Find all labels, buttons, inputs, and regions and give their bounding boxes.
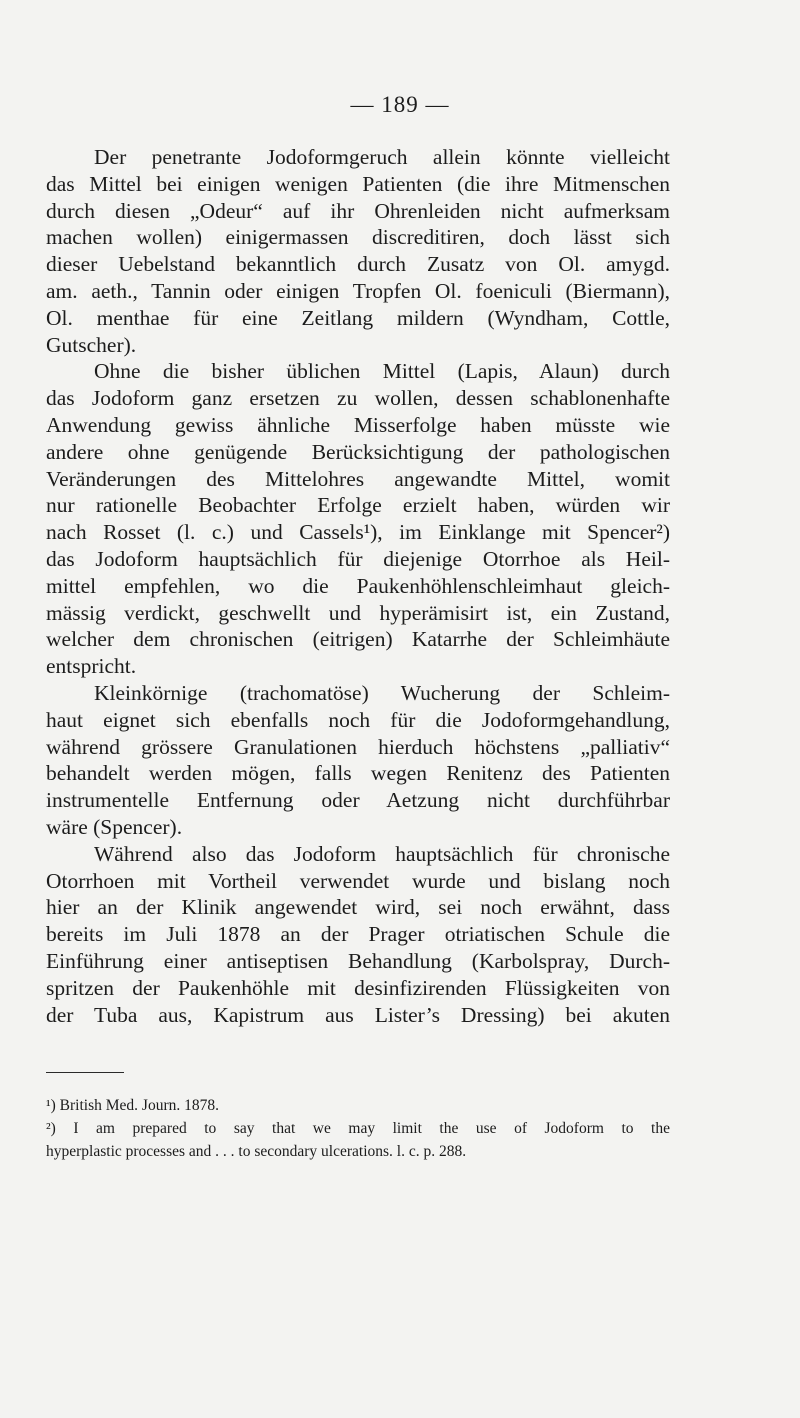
text-line: Kleinkörnige (trachomatöse) Wucherung der Schleim-: [94, 680, 670, 705]
text-line: bereits im Juli 1878 an der Prager otriatischen Schule die: [46, 922, 670, 947]
main-text: [46, 144, 670, 1028]
text-line: Otorrhoen mit Vortheil verwendet wurde und bislang noch: [46, 868, 670, 893]
text-line: haut eignet sich ebenfalls noch für die Jodoformgehandlung,: [46, 707, 670, 732]
text-line: Anwendung gewiss ähnliche Misserfolge haben müsste wie: [46, 412, 670, 437]
text-line: dieser Uebelstand bekanntlich durch Zusatz von Ol. amygd.: [46, 252, 670, 277]
text-line: nur rationelle Beobachter Erfolge erzielt haben, würden wir: [46, 493, 670, 518]
text-line: hier an der Klinik angewendet wird, sei noch erwähnt, dass: [46, 895, 670, 920]
footnote-line: ¹) British Med. Journ. 1878.: [46, 1097, 219, 1114]
footnotes: [46, 1094, 670, 1163]
text-line: das Mittel bei einigen wenigen Patienten (die ihre Mitmenschen: [46, 171, 670, 196]
text-line: Der penetrante Jodoformgeruch allein könnte vielleicht: [94, 145, 670, 169]
text-line: instrumentelle Entfernung oder Aetzung nicht durchführbar: [46, 788, 670, 813]
text-line: das Jodoform hauptsächlich für diejenige Otorrhoe als Heil-: [46, 546, 670, 571]
text-line: während grössere Granulationen hierduch höchstens „palliativ“: [46, 734, 670, 759]
text-line: behandelt werden mögen, falls wegen Renitenz des Patienten: [46, 761, 670, 786]
text-line: Einführung einer antiseptisen Behandlung (Karbolspray, Durch-: [46, 948, 670, 973]
footnote-line: hyperplastic processes and . . . to secondary ulcerations. l. c. p. 288.: [46, 1143, 467, 1160]
text-line: durch diesen „Odeur“ auf ihr Ohrenleiden nicht aufmerksam: [46, 198, 670, 223]
text-line: am. aeth., Tannin oder einigen Tropfen Ol. foeniculi (Biermann),: [46, 278, 670, 303]
page-number: — 189 —: [350, 92, 450, 117]
text-line: Ohne die bisher üblichen Mittel (Lapis, Alaun) durch: [94, 359, 670, 384]
text-line: entspricht.: [46, 654, 137, 679]
footnote-divider: [46, 1072, 124, 1073]
text-line: spritzen der Paukenhöhle mit desinfizirenden Flüssigkeiten von: [46, 975, 670, 1000]
text-line: das Jodoform ganz ersetzen zu wollen, dessen schablonenhafte: [46, 386, 670, 411]
text-line: nach Rosset (l. c.) und Cassels¹), im Einklange mit Spencer²): [46, 520, 670, 545]
text-line: der Tuba aus, Kapistrum aus Lister’s Dressing) bei akuten: [46, 1002, 670, 1027]
text-line: machen wollen) einigermassen discreditiren, doch lässt sich: [46, 225, 670, 250]
text-line: Während also das Jodoform hauptsächlich für chronische: [94, 841, 670, 866]
text-line: Ol. menthae für eine Zeitlang mildern (Wyndham, Cottle,: [46, 305, 670, 330]
text-line: Gutscher).: [46, 332, 137, 357]
text-line: mittel empfehlen, wo die Paukenhöhlenschleimhaut gleich-: [46, 573, 670, 598]
text-line: wäre (Spencer).: [46, 814, 183, 839]
text-line: Veränderungen des Mittelohres angewandte Mittel, womit: [46, 466, 670, 491]
text-line: mässig verdickt, geschwellt und hyperämisirt ist, ein Zustand,: [46, 600, 670, 625]
text-line: andere ohne genügende Berücksichtigung der pathologischen: [46, 439, 670, 464]
text-line: welcher dem chronischen (eitrigen) Katarrhe der Schleimhäute: [46, 627, 670, 652]
footnote-line: ²) I am prepared to say that we may limit the use of Jodoform to the: [46, 1120, 670, 1137]
